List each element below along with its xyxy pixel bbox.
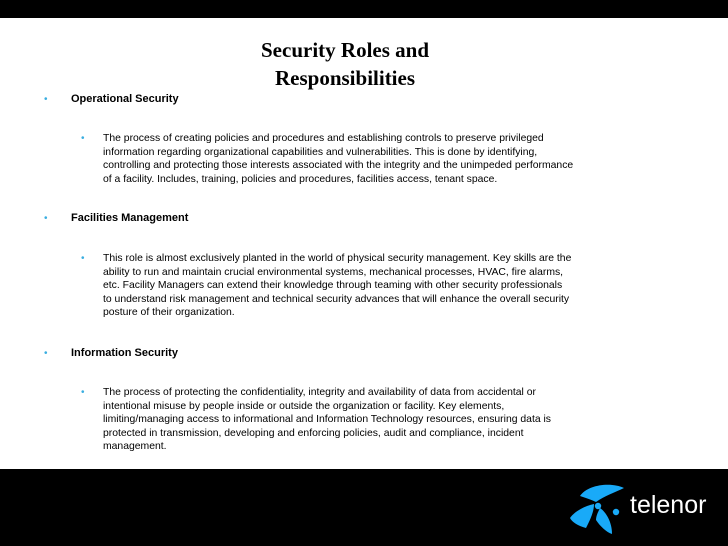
text-line: posture of their organization. (103, 307, 235, 319)
section-heading-operational-security: Operational Security (71, 93, 179, 105)
bullet-icon: • (44, 348, 48, 359)
slide-title-line-1: Security Roles and (261, 38, 429, 62)
slide-title (150, 36, 540, 92)
section-heading-facilities-management: Facilities Management (71, 212, 189, 224)
text-line: The process of creating policies and procedures and establishing controls to preserve privileged (103, 133, 544, 144)
text-line: The process of protecting the confidentiality, integrity and availability of data from accidental or (103, 387, 536, 398)
text-line: management. (103, 441, 167, 453)
bullet-icon: • (81, 133, 85, 144)
text-line: of a facility. Includes, training, policies and procedures, facilities access, tenant space. (103, 173, 498, 185)
text-line: This role is almost exclusively planted in the world of physical security management. Key skills are the (103, 253, 572, 264)
top-bar (0, 0, 728, 18)
text-line: to understand risk management and technical security advances that will enhance the overall security (103, 293, 570, 305)
text-line: information regarding organizational capabilities and vulnerabilities. This is done by identifying, (103, 146, 538, 158)
section-text-information-security (103, 386, 693, 454)
section-text-facilities-management (103, 252, 693, 320)
text-line: controlling and protecting those interests associated with the integrity and the unimpeded performance (103, 160, 574, 172)
text-line: protected in transmission, developing and enforcing policies, audit and compliance, incident (103, 427, 524, 439)
text-line: intentional misuse by people inside or outside the organization or facility. Key elements, (103, 400, 505, 412)
bullet-icon: • (44, 94, 48, 105)
bullet-icon: • (81, 387, 85, 398)
telenor-logo-text: telenor (630, 491, 707, 519)
section-heading-information-security: Information Security (71, 347, 178, 359)
text-line: limiting/managing access to informational and Information Technology resources, ensuring data is (103, 414, 552, 426)
slide-title-line-2: Responsibilities (274, 66, 416, 90)
text-line: etc. Facility Managers can extend their knowledge through teaming with other security professionals (103, 280, 563, 292)
bullet-icon: • (44, 213, 48, 224)
section-text-operational-security (103, 132, 693, 186)
text-line: ability to run and maintain crucial environmental systems, mechanical processes, HVAC, fire alarms, (103, 266, 564, 278)
bullet-icon: • (81, 253, 85, 264)
